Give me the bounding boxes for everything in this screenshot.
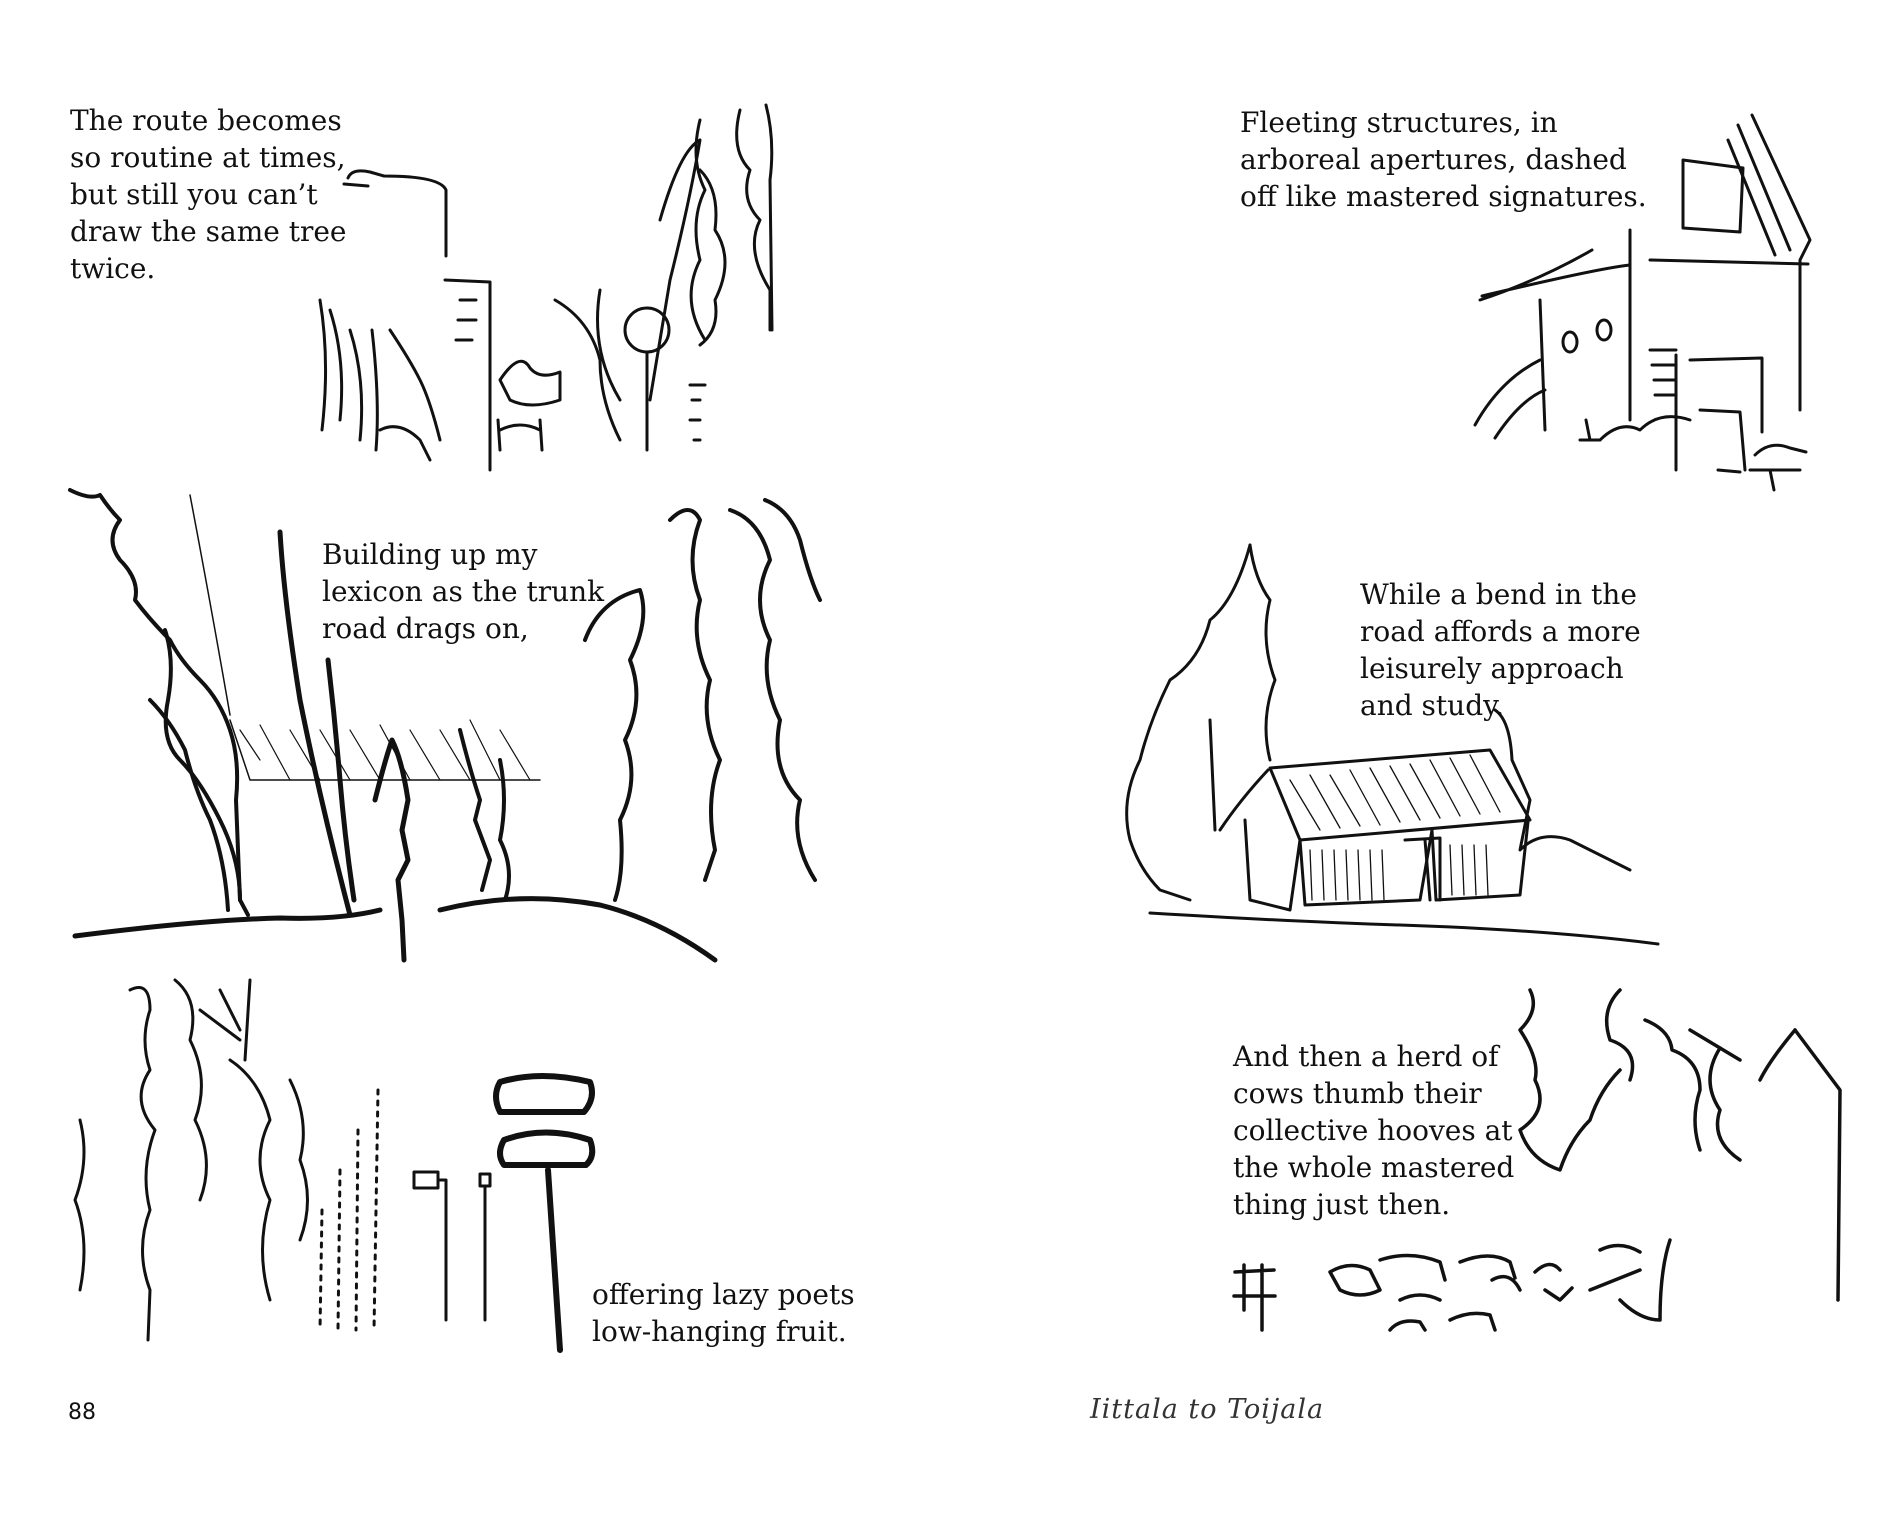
page-number: 88 (68, 1400, 96, 1425)
verse-bend-in-road: While a bend in the road affords a more leisurely approach and study. (1360, 578, 1641, 722)
verse-lazy-poets: offering lazy poets low-hanging fruit. (592, 1278, 855, 1348)
sketch-lamps-trees (75, 980, 592, 1350)
verse-herd-of-cows: And then a herd of cows thumb their collective hooves at the whole mastered thing just then. (1233, 1040, 1515, 1221)
sketch-street-trees (320, 105, 772, 470)
verse-building-lexicon: Building up my lexicon as the trunk road drags on, (322, 538, 605, 645)
running-head: Iittala to Toijala (1090, 1394, 1325, 1425)
verse-route-routine: The route becomes so routine at times, but still you can’t draw the same tree twice. (70, 104, 347, 285)
verse-fleeting-structures: Fleeting structures, in arboreal apertures, dashed off like mastered signatures. (1240, 106, 1647, 213)
